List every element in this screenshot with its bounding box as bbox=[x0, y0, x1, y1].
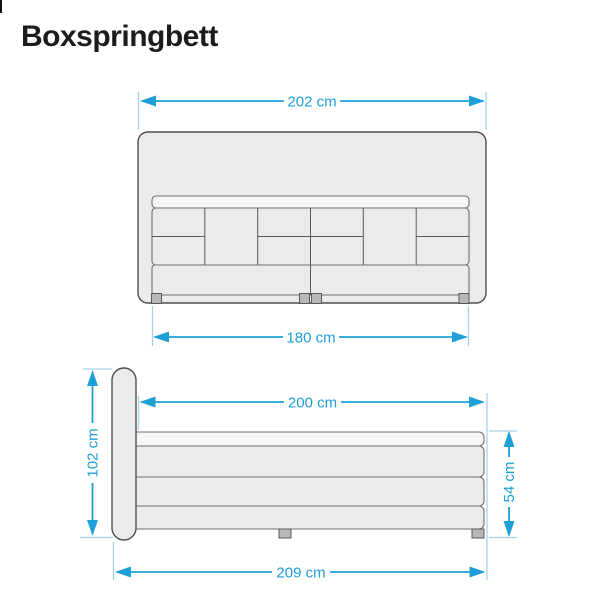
arrowhead bbox=[115, 567, 131, 578]
dim-label-bed-height: 54 cm bbox=[501, 461, 518, 503]
headboard-side bbox=[112, 368, 136, 540]
bed-foot bbox=[300, 294, 310, 304]
arrowhead bbox=[452, 332, 468, 343]
topper-side bbox=[126, 432, 484, 446]
bed-foot bbox=[152, 294, 162, 304]
dim-label-headboard-height: 102 cm bbox=[84, 428, 102, 478]
dim-total-length bbox=[114, 542, 486, 582]
dim-bed-height bbox=[489, 431, 518, 538]
bed-foot bbox=[312, 294, 322, 304]
bed-foot bbox=[472, 529, 484, 538]
arrowhead bbox=[140, 96, 156, 107]
page-title: Boxspringbett bbox=[21, 20, 218, 53]
side-view bbox=[80, 368, 518, 582]
dim-label-mattress-length: 200 cm bbox=[287, 394, 338, 412]
dim-label-total-width: 202 cm bbox=[287, 93, 337, 111]
topper-edge bbox=[152, 196, 469, 208]
arrowhead bbox=[504, 521, 515, 537]
dim-label-total-length: 209 cm bbox=[276, 564, 326, 582]
arrowhead bbox=[469, 397, 485, 408]
arrowhead bbox=[469, 96, 485, 107]
arrowhead bbox=[87, 520, 98, 536]
arrowhead bbox=[504, 431, 515, 447]
bed-feet-side bbox=[279, 529, 484, 538]
tufted-upholstery bbox=[152, 208, 469, 265]
arrowhead bbox=[140, 397, 156, 408]
bed-body-side bbox=[126, 432, 484, 529]
bed-foot bbox=[459, 294, 469, 304]
dim-total-width bbox=[139, 92, 487, 130]
mattress-side bbox=[126, 446, 484, 477]
arrowhead bbox=[87, 370, 98, 386]
divan-side bbox=[126, 477, 484, 506]
dim-mattress-width bbox=[153, 306, 469, 347]
dim-label-mattress-width: 180 cm bbox=[286, 329, 336, 347]
boxbase-side bbox=[126, 506, 484, 529]
arrowhead bbox=[153, 332, 169, 343]
bed-foot bbox=[279, 529, 291, 538]
front-view bbox=[138, 92, 486, 347]
arrowhead bbox=[470, 567, 486, 578]
dim-headboard-height bbox=[80, 369, 113, 538]
